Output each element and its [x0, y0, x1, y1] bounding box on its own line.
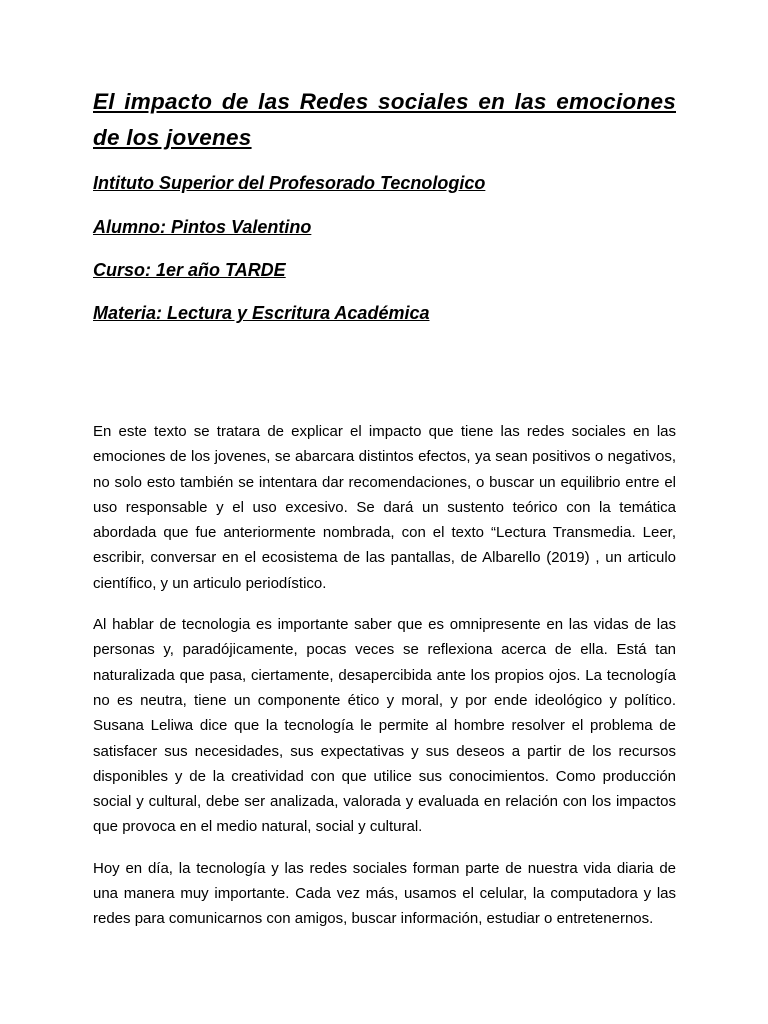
institution-line: Intituto Superior del Profesorado Tecnologico [93, 173, 486, 193]
subject-line: Materia: Lectura y Escritura Académica [93, 303, 430, 323]
document-page [93, 84, 676, 948]
document-body [93, 419, 676, 932]
course-line: Curso: 1er año TARDE [93, 260, 286, 280]
body-paragraph: Al hablar de tecnologia es importante saber que es omnipresente en las vidas de las personas y, paradójicamente, pocas veces se reflexiona acerca de ella. Está tan naturalizada que pasa, ciertamente, desapercibida ante los propios ojos. La tecnología no es neutra, tiene un componente ético y moral, y por ende ideológico y político. Susana Leliwa dice que la tecnología le permite al hombre resolver el problema de satisfacer sus necesidades, sus expectativas y sus deseos a partir de los recursos disponibles y de la creatividad con que utilice sus conocimientos. Como producción social y cultural, debe ser analizada, valorada y evaluada en relación con los impactos que provoca en el medio natural, social y cultural. [93, 616, 676, 836]
body-paragraph: En este texto se tratara de explicar el impacto que tiene las redes sociales en las emociones de los jovenes, se abarcara distintos efectos, ya sean positivos o negativos, no solo esto también se intentara dar recomendaciones, o buscar un equilibrio entre el uso responsable y el uso excesivo. Se dará un sustento teórico con la temática abordada que fue anteriormente nombrada, con el texto “Lectura Transmedia. Leer, escribir, conversar en el ecosistema de las pantallas, de Albarello (2019) , un articulo científico, y un articulo periodístico. [93, 423, 676, 592]
body-paragraph: Hoy en día, la tecnología y las redes sociales forman parte de nuestra vida diaria de una manera muy importante. Cada vez más, usamos el celular, la computadora y las redes para comunicarnos con amigos, buscar información, estudiar o entretenernos. [93, 859, 676, 928]
student-line: Alumno: Pintos Valentino [93, 217, 312, 237]
document-title: El impacto de las Redes sociales en las emociones de los jovenes [93, 89, 676, 150]
